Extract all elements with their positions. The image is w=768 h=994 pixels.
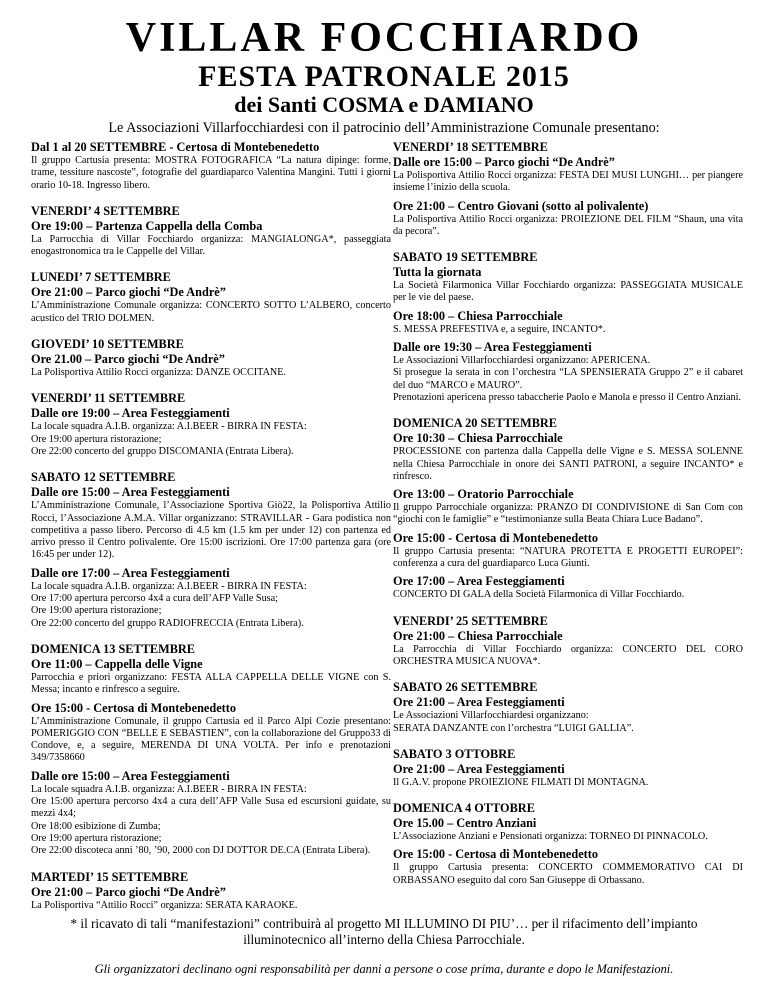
event-description: La Polisportiva Attilio Rocci organizza: PROIEZIONE DEL FILM “Shaun, una vita da pecora”. — [393, 213, 743, 237]
event-date: SABATO 19 SETTEMBRE — [393, 250, 538, 265]
event-time-place: Ore 21:00 – Chiesa Parrocchiale — [393, 628, 563, 643]
spacer — [393, 404, 743, 416]
left-column — [31, 140, 391, 912]
event-block — [393, 140, 743, 238]
event-date: GIOVEDI’ 10 SETTEMBRE — [31, 337, 184, 352]
event-time-place: Ore 11:00 – Cappella delle Vigne — [31, 656, 203, 671]
event-description: La locale squadra A.I.B. organizza: A.I.BEER - BIRRA IN FESTA: Ore 15:00 apertura percorso 4x4 a cura dell’AFP Valle Susa ed escursioni guidate, su mezzi 4x4; Ore 18:00 esibizione di Zumba; Ore 19:00 apertura ristorazione; Ore 22:00 discoteca anni ’80, ’90, 2000 con DJ DOTTOR DE.CA (Entrata Libera). — [31, 783, 391, 857]
event-date: SABATO 26 SETTEMBRE — [393, 680, 538, 695]
event-time-place: Ore 10:30 – Chiesa Parrocchiale — [393, 431, 563, 446]
event-description: La locale squadra A.I.B. organizza: A.I.BEER - BIRRA IN FESTA: Ore 19:00 apertura ristorazione; Ore 22:00 concerto del gruppo DISCOMANIA (Entrata Libera). — [31, 421, 307, 457]
event-block — [31, 270, 391, 325]
event-time-place: Dalle ore 15:00 – Area Festeggiamenti — [31, 485, 230, 500]
event-time-place: Ore 18:00 – Chiesa Parrocchiale — [393, 308, 563, 323]
spacer — [31, 858, 391, 870]
event-time-place: Dalle ore 19:00 – Area Festeggiamenti — [31, 406, 230, 421]
event-date: SABATO 3 OTTOBRE — [393, 746, 516, 761]
event-description: La Parrocchia di Villar Focchiardo organizza: MANGIALONGA*, passeggiata enogastronomica tra le Cappelle del Villar. — [31, 233, 391, 258]
event-time-place: Dalle ore 17:00 – Area Festeggiamenti — [31, 565, 230, 580]
event-date: LUNEDI’ 7 SETTEMBRE — [31, 270, 171, 285]
spacer — [31, 192, 391, 204]
event-date: MARTEDI’ 15 SETTEMBRE — [31, 869, 189, 884]
page-subtitle: FESTA PATRONALE 2015 — [198, 60, 570, 93]
event-date: DOMENICA 20 SETTEMBRE — [393, 416, 557, 431]
event-description: Il gruppo Cartusia presenta: CONCERTO COMMEMORATIVO CAI DI ORBASSANO eseguito dal coro San Giuseppe di Orbassano. — [393, 862, 743, 886]
event-description: Le Associazioni Villarfocchiardesi organizzano: APERICENA. Si prosegue la serata in con l’orchestra “LA SPENSIERATA Gruppo 2” e il cabaret del duo “MARCO e MAURO”. Prenotazioni apericena presso tabaccherie Paolo e Manola e presso il Centro Anziani. — [393, 355, 743, 403]
event-description: L’Amministrazione Comunale, l’Associazione Sportiva Giò22, la Polisportiva Attilio Rocci, l’Associazione A.M.A. Villar organizzano: STRAVILLAR - Gara podistica non competitiva a passo libero. Percorso di 4.5 km (1.5 km per under 12) con partenza ed arrivo presso il Centro polivalente. Ore 15:00 iscrizioni. Ore 17:00 partenza gara (ore 16:45 per under 12). — [31, 500, 391, 561]
event-description: Le Associazioni Villarfocchiardesi organizzano: SERATA DANZANTE con l’orchestra “LUIGI GALLIA”. — [393, 710, 634, 734]
event-description: L’Associazione Anziani e Pensionati organizza: TORNEO DI PINNACOLO. — [393, 831, 708, 843]
event-block — [31, 642, 391, 858]
event-date: VENERDI’ 11 SETTEMBRE — [31, 391, 186, 406]
event-date: SABATO 12 SETTEMBRE — [31, 470, 176, 485]
event-time-place: Ore 15:00 - Certosa di Montebenedetto — [31, 700, 237, 715]
event-block — [31, 204, 391, 259]
spacer — [393, 668, 743, 680]
event-time-place: Dalle ore 15:00 – Area Festeggiamenti — [31, 768, 230, 783]
spacer — [393, 238, 743, 250]
event-time-place: Ore 21:00 – Area Festeggiamenti — [393, 761, 565, 776]
spacer — [393, 735, 743, 747]
spacer — [31, 379, 391, 391]
event-block — [393, 614, 743, 669]
event-time-place: Ore 15:00 - Certosa di Montebenedetto — [393, 530, 599, 545]
event-block — [393, 747, 743, 789]
event-description: Il G.A.V. propone PROIEZIONE FILMATI DI MONTAGNA. — [393, 776, 649, 788]
event-time-place: Ore 19:00 – Partenza Cappella della Comba — [31, 218, 263, 233]
event-description: L’Amministrazione Comunale organizza: CONCERTO SOTTO L’ALBERO, concerto acustico del TRIO DOLMEN. — [31, 300, 391, 324]
event-description: Parrocchia e priori organizzano: FESTA ALLA CAPPELLA DELLE VIGNE con S. Messa; incanto e rinfresco a seguire. — [31, 671, 391, 696]
event-time-place: Ore 15:00 - Certosa di Montebenedetto — [393, 847, 599, 862]
spacer — [393, 789, 743, 801]
spacer — [31, 325, 391, 337]
event-description: L’Amministrazione Comunale, il gruppo Cartusia ed il Parco Alpi Cozie presentano: POMERIGGIO CON “BELLE E SEBASTIEN”, con la collaborazione del Gruppo33 di Condove, e, a seguire, MERENDA DI UNA VOLTA. Per info e prenotazioni 349/7358660 — [31, 715, 391, 764]
event-block — [393, 250, 743, 404]
event-block — [31, 140, 391, 192]
event-date: DOMENICA 4 OTTOBRE — [393, 801, 535, 816]
saints-heading: dei Santi COSMA e DAMIANO — [234, 92, 534, 117]
event-time-place: Ore 15.00 – Centro Anziani — [393, 816, 537, 831]
event-description: PROCESSIONE con partenza dalla Cappella delle Vigne e S. MESSA SOLENNE nella Chiesa Parrocchiale in onore dei SANTI PATRONI, a seguire INCANTO* e rinfresco. — [393, 446, 743, 482]
event-time-place: Dalle ore 15:00 – Parco giochi “De Andrè” — [393, 155, 615, 169]
event-time-place: Tutta la giornata — [393, 265, 482, 280]
intro-text: Le Associazioni Villarfocchiardesi con il patrocinio dell’Amministrazione Comunale presentano: — [108, 120, 660, 136]
footnote: * il ricavato di tali “manifestazioni” contribuirà al progetto MI ILLUMINO DI PIU’… per il rifacimento dell’impianto illuminotecnico all’interno della Chiesa Parrocchiale. — [70, 916, 698, 947]
spacer — [31, 630, 391, 642]
event-date: VENERDI’ 18 SETTEMBRE — [393, 140, 548, 154]
event-block — [393, 680, 743, 735]
event-time-place: Ore 21:00 – Centro Giovani (sotto al polivalente) — [393, 198, 649, 213]
event-date: VENERDI’ 25 SETTEMBRE — [393, 613, 548, 628]
event-date: Dal 1 al 20 SETTEMBRE - Certosa di Montebenedetto — [31, 140, 320, 154]
event-time-place: Dalle ore 19:30 – Area Festeggiamenti — [393, 340, 592, 355]
event-description: La Parrocchia di Villar Focchiardo organizza: CONCERTO DEL CORO ORCHESTRA MUSICA NUOVA*. — [393, 643, 743, 667]
event-time-place: Ore 21.00 – Parco giochi “De Andrè” — [31, 352, 225, 367]
event-description: La Polisportiva Attilio Rocci organizza: DANZE OCCITANE. — [31, 367, 287, 379]
event-block — [31, 337, 391, 379]
event-time-place: Ore 17:00 – Area Festeggiamenti — [393, 574, 565, 589]
event-time-place: Ore 13:00 – Oratorio Parrocchiale — [393, 487, 574, 502]
event-date: DOMENICA 13 SETTEMBRE — [31, 641, 195, 656]
spacer — [31, 258, 391, 270]
event-date: VENERDI’ 4 SETTEMBRE — [31, 203, 180, 218]
event-description: La Polisportiva Attilio Rocci organizza: FESTA DEI MUSI LUNGHI… per piangere insieme l’inizio della scuola. — [393, 170, 743, 194]
disclaimer: Gli organizzatori declinano ogni responsabilità per danni a persone o cose prima, durante e dopo le Manifestazioni. — [94, 962, 674, 976]
event-description: Il gruppo Cartusia presenta: MOSTRA FOTOGRAFICA “La natura dipinge: forme, trame, tessiture nascoste”, fotografie del guardiaparco Valentina Mangini. Tutti i giorni orario 10-18. Ingresso libero. — [31, 155, 391, 191]
spacer — [31, 458, 391, 470]
event-block — [393, 416, 743, 601]
event-description: Il gruppo Parrocchiale organizza: PRANZO DI CONDIVISIONE di San Com con “giochi con le famiglie” e “testimonianze sulla Beata Chiara Luce Badano”. — [393, 502, 743, 526]
event-description: La Società Filarmonica Villar Focchiardo organizza: PASSEGGIATA MUSICALE per le vie del paese. — [393, 280, 743, 304]
event-block — [393, 801, 743, 887]
event-description: La Polisportiva “Attilio Rocci” organizza: SERATA KARAOKE. — [31, 899, 298, 911]
event-block — [31, 391, 391, 458]
event-block — [31, 870, 391, 912]
right-column — [393, 140, 743, 887]
event-description: S. MESSA PREFESTIVA e, a seguire, INCANTO*. — [393, 323, 606, 335]
page-title: VILLAR FOCCHIARDO — [125, 15, 643, 61]
event-description: La locale squadra A.I.B. organizza: A.I.BEER - BIRRA IN FESTA: Ore 17:00 apertura percorso 4x4 a cura dell’AFP Valle Susa; Ore 19:00 apertura ristorazione; Ore 22:00 concerto del gruppo RADIOFRECCIA (Entrata Libera). — [31, 580, 307, 629]
event-description: CONCERTO DI GALA della Società Filarmonica di Villar Focchiardo. — [393, 589, 685, 601]
event-description: Il gruppo Cartusia presenta: “NATURA PROTETTA E PROGETTI EUROPEI”: conferenza a cura del guardiaparco Luca Giunti. — [393, 545, 743, 570]
event-time-place: Ore 21:00 – Area Festeggiamenti — [393, 695, 565, 710]
spacer — [393, 602, 743, 614]
event-time-place: Ore 21:00 – Parco giochi “De Andrè” — [31, 285, 226, 300]
event-time-place: Ore 21:00 – Parco giochi “De Andrè” — [31, 884, 226, 899]
event-block — [31, 470, 391, 630]
